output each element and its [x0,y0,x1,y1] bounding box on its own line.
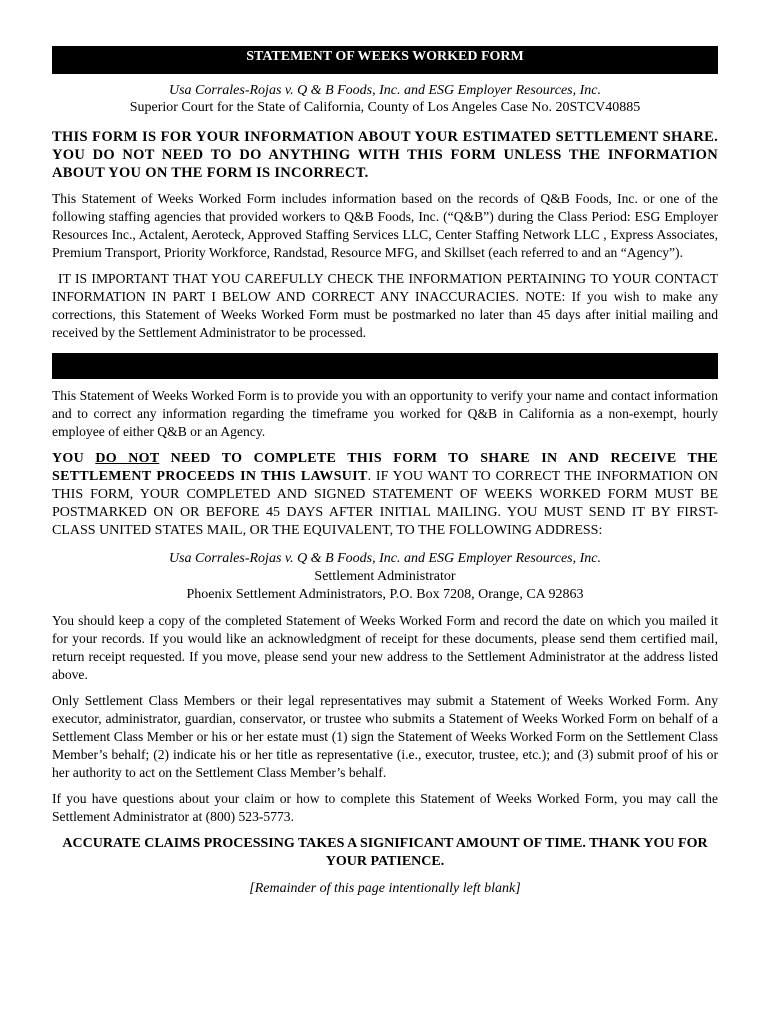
case-caption: Usa Corrales-Rojas v. Q & B Foods, Inc. and ESG Employer Resources, Inc. [169,83,601,98]
court-line: Superior Court for the State of California, County of Los Angeles Case No. 20STCV40885 [129,100,641,115]
address-case-caption: Usa Corrales-Rojas v. Q & B Foods, Inc. and ESG Employer Resources, Inc. [169,551,601,566]
purpose-paragraph: This Statement of Weeks Worked Form is to provide you with an opportunity to verify your name and contact information and to correct any information regarding the timeframe you worked for Q&B in California as a non-exempt, hourly employee of either Q&B or an Agency. [52,388,718,439]
information-notice: THIS FORM IS FOR YOUR INFORMATION ABOUT YOUR ESTIMATED SETTLEMENT SHARE. YOU DO NOT NEED TO DO ANYTHING WITH THIS FORM UNLESS THE INFORMATION ABOUT YOU ON THE FORM IS INCORRECT. [52,129,718,181]
closing-notice: ACCURATE CLAIMS PROCESSING TAKES A SIGNIFICANT AMOUNT OF TIME. THANK YOU FOR YOUR PATIENCE. [62,836,708,869]
administrator-address [52,550,718,604]
class-members-paragraph: Only Settlement Class Members or their legal representatives may submit a Statement of Weeks Worked Form. Any executor, administrator, guardian, conservator, or trustee who submits a Statement of Weeks Worked Form on behalf of a Settlement Class Member or his or her estate must (1) sign the Statement of Weeks Worked Form on the Settlement Class Member’s behalf; (2) indicate his or her title as representative (i.e., executor, trustee, etc.); and (3) submit proof of his or her authority to act on the Settlement Class Member’s behalf. [52,693,718,780]
document-page [52,46,718,897]
form-title: STATEMENT OF WEEKS WORKED FORM [246,49,524,64]
form-title-bar [52,46,718,74]
remainder-blank-note: [Remainder of this page intentionally left blank] [249,881,521,896]
mailing-bold-lead-1: YOU [52,451,96,466]
important-paragraph: IT IS IMPORTANT THAT YOU CAREFULLY CHECK THE INFORMATION PERTAINING TO YOUR CONTACT INFORMATION IN PART I BELOW AND CORRECT ANY INACCURACIES. NOTE: If you wish to make any corrections, this Statement of Weeks Worked Form must be postmarked no later than 45 days after initial mailing and received by the Settlement Administrator to be processed. [52,271,718,340]
questions-paragraph: If you have questions about your claim or how to complete this Statement of Weeks Worked Form, you may call the Settlement Administrator at (800) 523-5773. [52,791,718,824]
address-line: Phoenix Settlement Administrators, P.O. Box 7208, Orange, CA 92863 [186,587,584,602]
address-role: Settlement Administrator [314,569,456,584]
case-caption-block [52,82,718,116]
mailing-instructions [52,450,718,540]
section-divider-bar [52,353,718,379]
intro-paragraph: This Statement of Weeks Worked Form includes information based on the records of Q&B Foods, Inc. or one of the following staffing agencies that provided workers to Q&B Foods, Inc. (“Q&B”) during the Class Period: ESG Employer Resources Inc., Actalent, Aeroteck, Approved Staffing Services LLC, Center Staffing Network LLC , Express Associates, Premium Transport, Priority Workforce, Randstad, Resource MFG, and Skillset (each referred to and an “Agency”). [52,191,718,260]
mailing-bold-lead-2: NEED TO COMPLETE THIS FORM TO SHARE IN AND RECEIVE THE SETTLEMENT PROCEEDS IN THIS LAWSUIT [52,451,718,484]
mailing-instructions-rest: . IF YOU WANT TO CORRECT THE INFORMATION ON THIS FORM, YOUR COMPLETED AND SIGNED STATEMENT OF WEEKS WORKED FORM MUST BE POSTMARKED ON OR BEFORE 45 DAYS AFTER INITIAL MAILING. YOU MUST SEND IT BY FIRST-CLASS UNITED STATES MAIL, OR THE EQUIVALENT, TO THE FOLLOWING ADDRESS: [52,469,718,538]
copy-paragraph: You should keep a copy of the completed Statement of Weeks Worked Form and record the date on which you mailed it for your records. If you would like an acknowledgment of receipt for these documents, please send them certified mail, return receipt requested. If you move, please send your new address to the Settlement Administrator at the address listed above. [52,613,718,682]
do-not-emphasis: DO NOT [95,451,160,466]
